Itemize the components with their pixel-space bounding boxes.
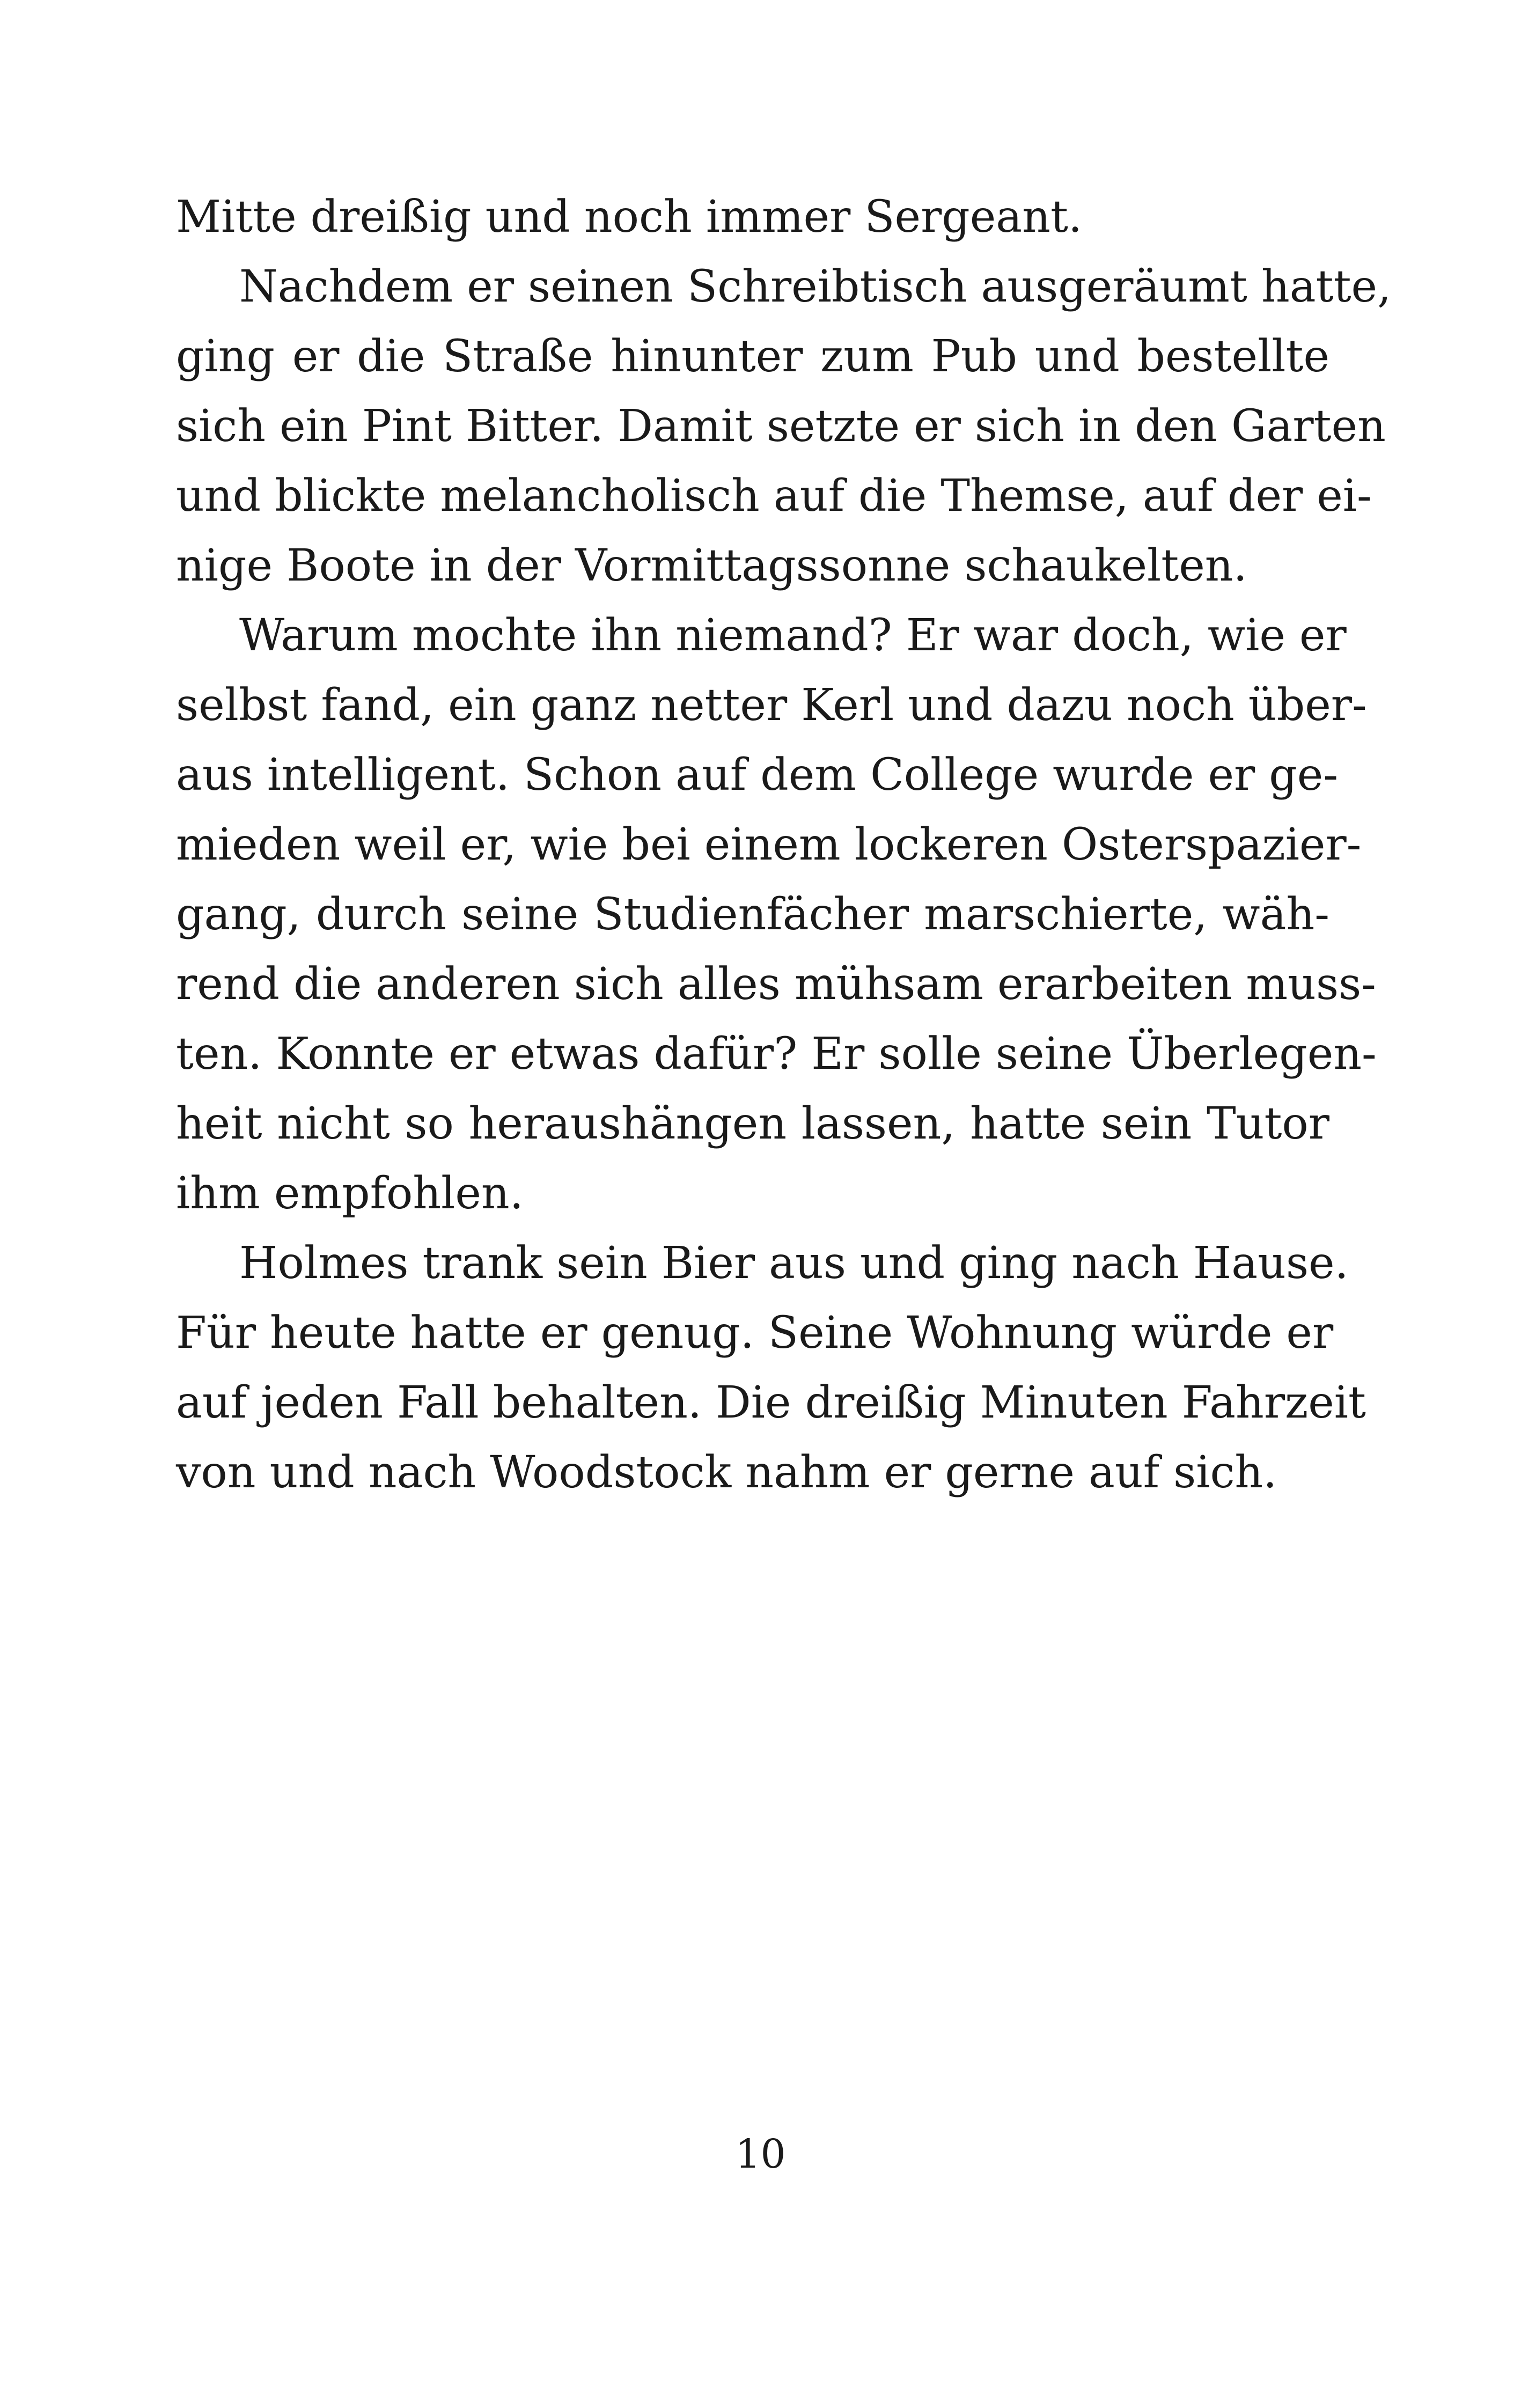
text-line: auf jeden Fall behalten. Die dreißig Minuten Fahrzeit	[176, 1377, 1366, 1428]
text-line: gang, durch seine Studienfächer marschierte, wäh-	[176, 889, 1329, 940]
text-line: aus intelligent. Schon auf dem College wurde er ge-	[176, 750, 1339, 801]
text-line: von und nach Woodstock nahm er gerne auf sich.	[176, 1447, 1277, 1498]
text-line: ten. Konnte er etwas dafür? Er solle seine Überlegen-	[176, 1029, 1377, 1080]
text-line: rend die anderen sich alles mühsam erarbeiten muss-	[176, 959, 1376, 1010]
text-line: mieden weil er, wie bei einem lockeren Osterspazier-	[176, 819, 1362, 870]
text-line: Holmes trank sein Bier aus und ging nach Hause.	[239, 1238, 1349, 1289]
text-line: und blickte melancholisch auf die Themse, auf der ei-	[176, 471, 1372, 522]
text-line: ihm empfohlen.	[176, 1168, 524, 1219]
text-line: Mitte dreißig und noch immer Sergeant.	[176, 192, 1083, 243]
text-line: ging er die Straße hinunter zum Pub und bestellte	[176, 331, 1329, 382]
text-line: Warum mochte ihn niemand? Er war doch, wie er	[239, 610, 1347, 661]
body-text	[176, 182, 1392, 1508]
text-line: nige Boote in der Vormittagssonne schaukelten.	[176, 540, 1247, 591]
text-line: selbst fand, ein ganz netter Kerl und dazu noch über-	[176, 680, 1367, 731]
text-line: sich ein Pint Bitter. Damit setzte er sich in den Garten	[176, 401, 1386, 452]
page-number: 10	[735, 2131, 786, 2177]
text-line: Für heute hatte er genug. Seine Wohnung würde er	[176, 1308, 1334, 1359]
text-line: heit nicht so heraushängen lassen, hatte sein Tutor	[176, 1098, 1329, 1149]
text-line: Nachdem er seinen Schreibtisch ausgeräumt hatte,	[239, 261, 1392, 312]
